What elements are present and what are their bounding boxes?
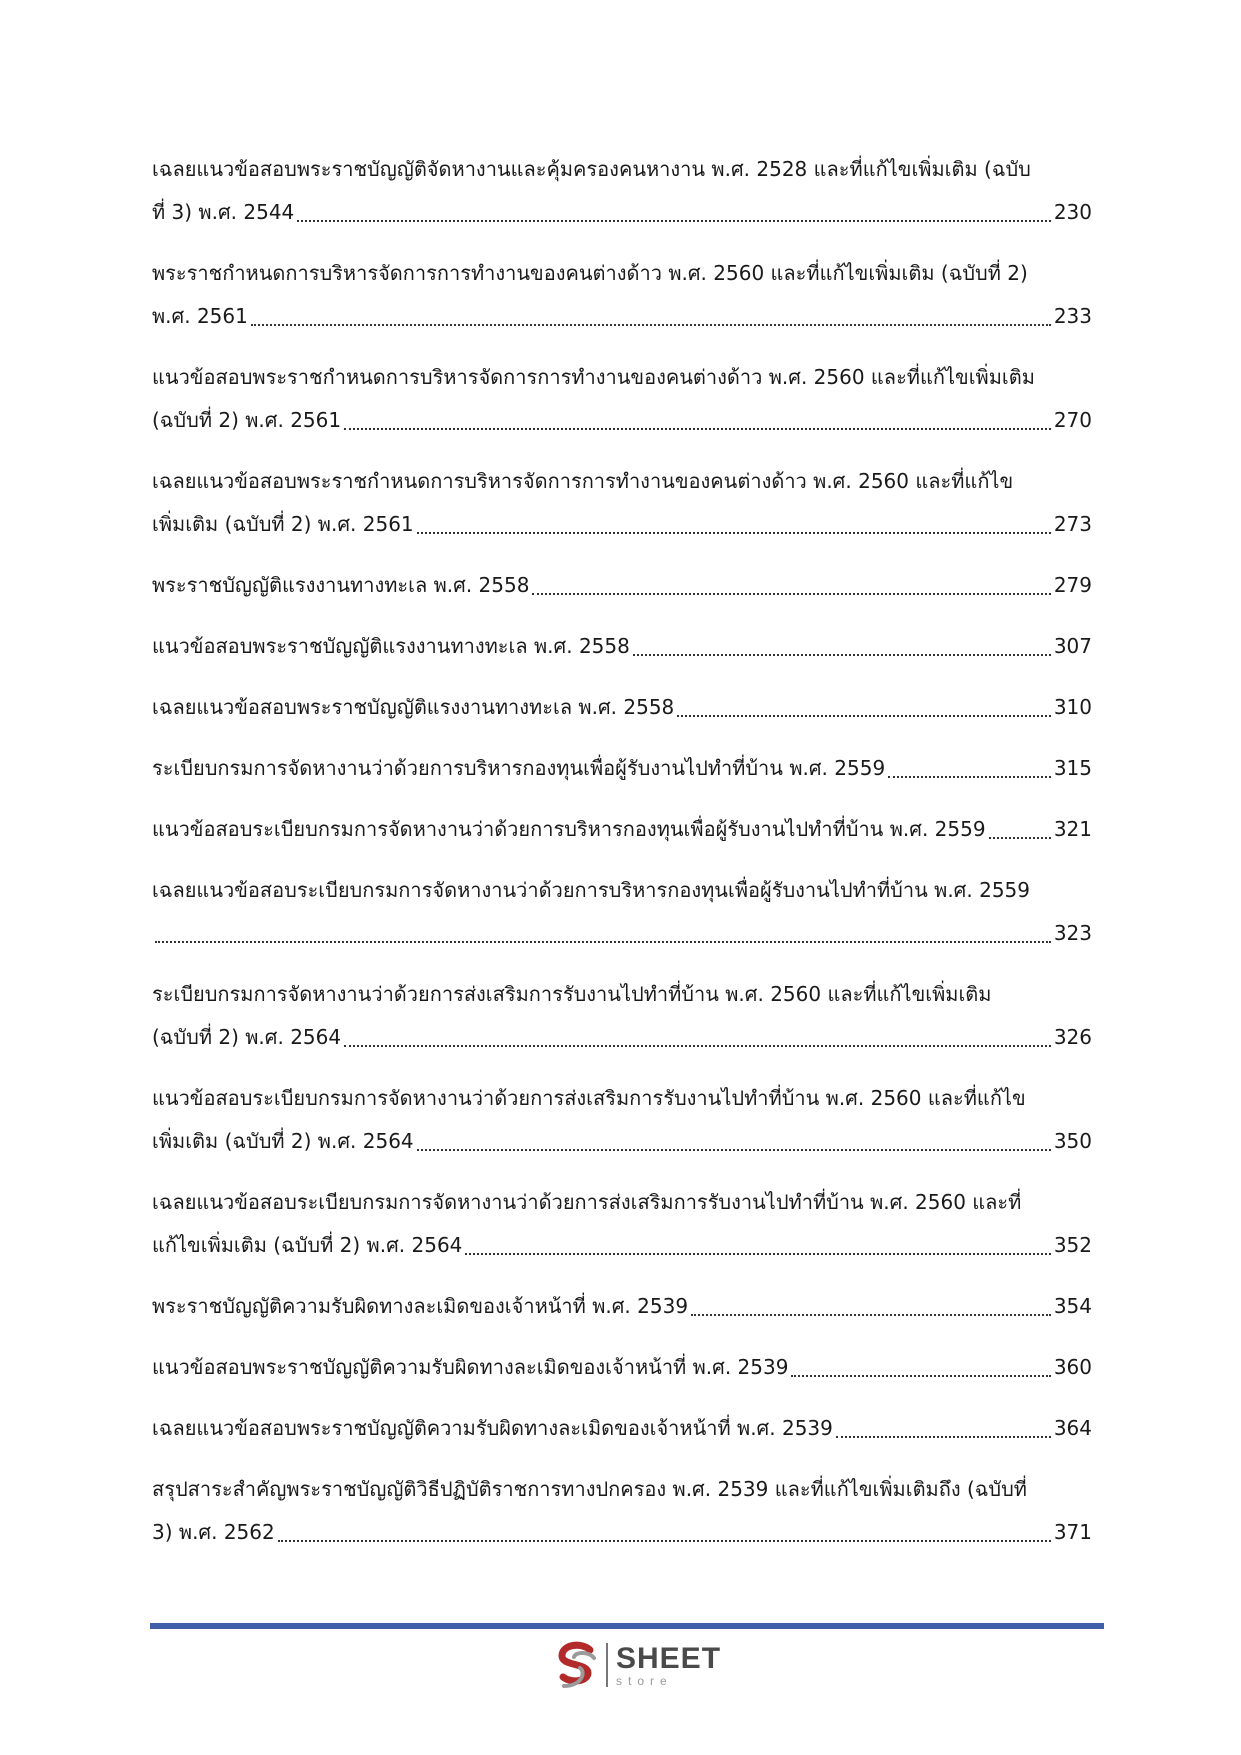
- toc-entry-title-line: (ฉบับที่ 2) พ.ศ. 2564: [152, 1025, 342, 1049]
- toc-entry-title-line: พระราชบัญญัติแรงงานทางทะเล พ.ศ. 2558: [152, 573, 530, 597]
- toc-page-number: 279: [1053, 573, 1092, 597]
- toc-entry[interactable]: [152, 1407, 1092, 1450]
- footer-rule: [150, 1623, 1104, 1629]
- toc-page-number: 354: [1053, 1294, 1092, 1318]
- toc-entry-title-line: เพิ่มเติม (ฉบับที่ 2) พ.ศ. 2564: [152, 1129, 414, 1153]
- dot-leader: [155, 941, 1051, 943]
- toc-entry[interactable]: [152, 973, 1092, 1059]
- toc-page-number: 326: [1053, 1025, 1092, 1049]
- toc-entry[interactable]: [152, 252, 1092, 338]
- toc-entry[interactable]: [152, 808, 1092, 851]
- toc-entry[interactable]: [152, 869, 1092, 955]
- toc-entry[interactable]: [152, 747, 1092, 790]
- dot-leader: [297, 220, 1051, 222]
- table-of-contents: [152, 148, 1092, 1572]
- toc-entry-last-line: [152, 399, 1092, 442]
- dot-leader: [633, 654, 1051, 656]
- toc-entry-last-line: [152, 1285, 1092, 1328]
- dot-leader: [989, 837, 1051, 839]
- sheet-store-logo: [550, 1636, 721, 1694]
- toc-entry-last-line: [152, 1407, 1092, 1450]
- toc-entry-title-line: แนวข้อสอบพระราชบัญญัติแรงงานทางทะเล พ.ศ. 2558: [152, 634, 630, 658]
- toc-page-number: 350: [1053, 1129, 1092, 1153]
- logo-wordmark: [616, 1641, 722, 1688]
- toc-entry[interactable]: [152, 148, 1092, 234]
- toc-page-number: 270: [1053, 408, 1092, 432]
- toc-entry[interactable]: [152, 1346, 1092, 1389]
- toc-entry-title-line: เฉลยแนวข้อสอบพระราชกำหนดการบริหารจัดการการทำงานของคนต่างด้าว พ.ศ. 2560 และที่แก้ไข: [152, 469, 1014, 493]
- toc-entry-last-line: [152, 1346, 1092, 1389]
- dot-leader: [344, 1045, 1051, 1047]
- toc-page-number: 323: [1053, 921, 1092, 945]
- toc-entry-title-line: 3) พ.ศ. 2562: [152, 1520, 275, 1544]
- toc-page-number: 233: [1053, 304, 1092, 328]
- dot-leader: [888, 776, 1051, 778]
- toc-entry-title-line: ระเบียบกรมการจัดหางานว่าด้วยการส่งเสริมการรับงานไปทำที่บ้าน พ.ศ. 2560 และที่แก้ไขเพิ่มเติม: [152, 982, 992, 1006]
- toc-entry-title-line: แนวข้อสอบพระราชบัญญัติความรับผิดทางละเมิดของเจ้าหน้าที่ พ.ศ. 2539: [152, 1355, 789, 1379]
- dot-leader: [344, 428, 1051, 430]
- dot-leader: [791, 1375, 1050, 1377]
- toc-entry-last-line: [152, 564, 1092, 607]
- toc-entry[interactable]: [152, 625, 1092, 668]
- toc-entry-title-line: พระราชกำหนดการบริหารจัดการการทำงานของคนต่างด้าว พ.ศ. 2560 และที่แก้ไขเพิ่มเติม (ฉบับที่ 2): [152, 261, 1028, 285]
- toc-entry-title-line: แก้ไขเพิ่มเติม (ฉบับที่ 2) พ.ศ. 2564: [152, 1233, 463, 1257]
- toc-entry-last-line: [152, 1511, 1092, 1554]
- toc-page-number: 310: [1053, 695, 1092, 719]
- toc-entry-title-line: เฉลยแนวข้อสอบระเบียบกรมการจัดหางานว่าด้วยการบริหารกองทุนเพื่อผู้รับงานไปทำที่บ้าน พ.ศ. 2559: [152, 878, 1030, 902]
- dot-leader: [691, 1314, 1051, 1316]
- toc-entry-title-line: ที่ 3) พ.ศ. 2544: [152, 200, 295, 224]
- logo-subtext: store: [616, 1673, 673, 1688]
- toc-entry[interactable]: [152, 460, 1092, 546]
- toc-page-number: 315: [1053, 756, 1092, 780]
- toc-entry-title-line: สรุปสาระสำคัญพระราชบัญญัติวิธีปฏิบัติราชการทางปกครอง พ.ศ. 2539 และที่แก้ไขเพิ่มเติมถึง (ฉบับที่: [152, 1477, 1027, 1501]
- toc-entry-last-line: [152, 1120, 1092, 1163]
- toc-entry-last-line: [152, 625, 1092, 668]
- toc-entry-title-line: แนวข้อสอบระเบียบกรมการจัดหางานว่าด้วยการส่งเสริมการรับงานไปทำที่บ้าน พ.ศ. 2560 และที่แก้ไข: [152, 1086, 1026, 1110]
- logo-text: SHEET: [616, 1641, 722, 1675]
- toc-page-number: 273: [1053, 512, 1092, 536]
- toc-page-number: 230: [1053, 200, 1092, 224]
- toc-entry-last-line: [152, 1224, 1092, 1267]
- toc-page-number: 371: [1053, 1520, 1092, 1544]
- toc-entry[interactable]: [152, 1468, 1092, 1554]
- dot-leader: [251, 324, 1051, 326]
- toc-entry[interactable]: [152, 564, 1092, 607]
- dot-leader: [465, 1253, 1050, 1255]
- toc-entry[interactable]: [152, 1077, 1092, 1163]
- toc-entry-title-line: แนวข้อสอบพระราชกำหนดการบริหารจัดการการทำงานของคนต่างด้าว พ.ศ. 2560 และที่แก้ไขเพิ่มเติม: [152, 365, 1035, 389]
- toc-entry-last-line: [152, 808, 1092, 851]
- toc-entry-title-line: แนวข้อสอบระเบียบกรมการจัดหางานว่าด้วยการบริหารกองทุนเพื่อผู้รับงานไปทำที่บ้าน พ.ศ. 2559: [152, 817, 986, 841]
- toc-entry-title-line: เฉลยแนวข้อสอบพระราชบัญญัติแรงงานทางทะเล พ.ศ. 2558: [152, 695, 675, 719]
- toc-entry-title-line: เพิ่มเติม (ฉบับที่ 2) พ.ศ. 2561: [152, 512, 414, 536]
- toc-entry-title-line: ระเบียบกรมการจัดหางานว่าด้วยการบริหารกองทุนเพื่อผู้รับงานไปทำที่บ้าน พ.ศ. 2559: [152, 756, 886, 780]
- toc-entry-title-line: เฉลยแนวข้อสอบระเบียบกรมการจัดหางานว่าด้วยการส่งเสริมการรับงานไปทำที่บ้าน พ.ศ. 2560 และที่: [152, 1190, 1022, 1214]
- dot-leader: [532, 593, 1050, 595]
- dot-leader: [278, 1540, 1051, 1542]
- toc-entry-last-line: [152, 191, 1092, 234]
- toc-entry-last-line: [152, 912, 1092, 955]
- dot-leader: [417, 532, 1051, 534]
- dot-leader: [836, 1436, 1051, 1438]
- toc-entry-title-line: เฉลยแนวข้อสอบพระราชบัญญัติจัดหางานและคุ้มครองคนหางาน พ.ศ. 2528 และที่แก้ไขเพิ่มเติม (ฉบับ: [152, 157, 1031, 181]
- toc-entry[interactable]: [152, 686, 1092, 729]
- toc-page-number: 360: [1053, 1355, 1092, 1379]
- toc-entry-last-line: [152, 686, 1092, 729]
- toc-entry-title-line: พ.ศ. 2561: [152, 304, 248, 328]
- dot-leader: [677, 715, 1051, 717]
- s-logo-icon: [550, 1639, 602, 1691]
- toc-entry[interactable]: [152, 1181, 1092, 1267]
- toc-entry-title-line: พระราชบัญญัติความรับผิดทางละเมิดของเจ้าหน้าที่ พ.ศ. 2539: [152, 1294, 689, 1318]
- toc-page-number: 352: [1053, 1233, 1092, 1257]
- toc-entry-last-line: [152, 747, 1092, 790]
- dot-leader: [417, 1149, 1051, 1151]
- toc-entry-title-line: เฉลยแนวข้อสอบพระราชบัญญัติความรับผิดทางละเมิดของเจ้าหน้าที่ พ.ศ. 2539: [152, 1416, 833, 1440]
- toc-entry[interactable]: [152, 356, 1092, 442]
- toc-page-number: 321: [1053, 817, 1092, 841]
- toc-entry-last-line: [152, 503, 1092, 546]
- toc-entry[interactable]: [152, 1285, 1092, 1328]
- toc-entry-last-line: [152, 1016, 1092, 1059]
- toc-page-number: 364: [1053, 1416, 1092, 1440]
- toc-page-number: 307: [1053, 634, 1092, 658]
- toc-entry-title-line: (ฉบับที่ 2) พ.ศ. 2561: [152, 408, 342, 432]
- logo-divider: [606, 1643, 608, 1687]
- toc-entry-last-line: [152, 295, 1092, 338]
